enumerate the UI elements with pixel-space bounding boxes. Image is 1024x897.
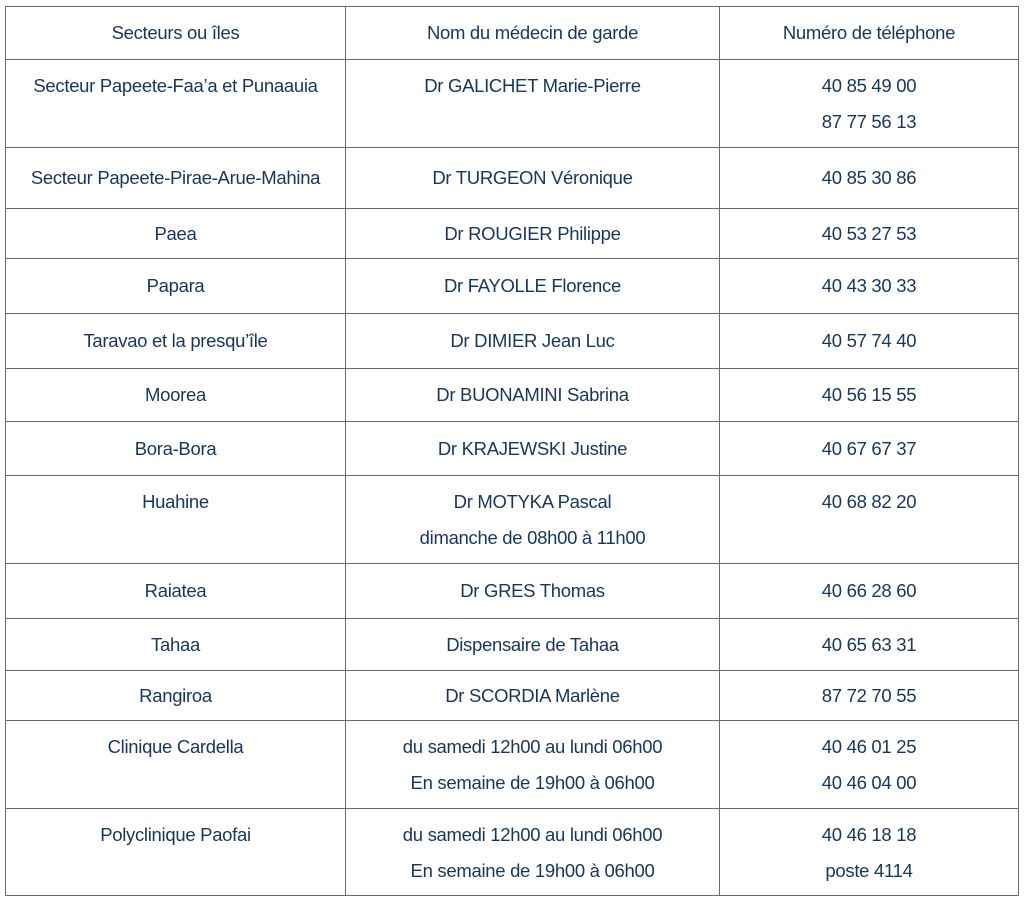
phone-cell xyxy=(720,314,1019,369)
sector-cell xyxy=(6,60,346,148)
phone-cell xyxy=(720,476,1019,564)
phone-cell xyxy=(720,564,1019,619)
phone-number: poste 4114 xyxy=(825,860,913,881)
doctor-name: du samedi 12h00 au lundi 06h00 xyxy=(402,736,663,757)
doctor-name: Dr TURGEON Véronique xyxy=(432,167,633,188)
phone-cell xyxy=(720,148,1019,209)
doctor-cell xyxy=(346,721,720,809)
doctor-cell xyxy=(346,564,720,619)
phone-cell xyxy=(720,721,1019,809)
phone-cell xyxy=(720,422,1019,476)
table-row xyxy=(6,809,1019,896)
sector-cell xyxy=(6,259,346,314)
doctor-name: Dr FAYOLLE Florence xyxy=(444,275,621,296)
phone-number: 40 46 01 25 xyxy=(821,736,917,757)
phone-number: 87 77 56 13 xyxy=(821,111,917,132)
doctor-schedule: En semaine de 19h00 à 06h00 xyxy=(410,860,655,881)
phone-number: 40 85 30 86 xyxy=(821,167,917,188)
sector-cell xyxy=(6,476,346,564)
table-row xyxy=(6,619,1019,671)
phone-number: 40 68 82 20 xyxy=(821,491,917,512)
phone-cell xyxy=(720,209,1019,259)
doctor-cell xyxy=(346,209,720,259)
phone-number: 40 57 74 40 xyxy=(821,330,917,351)
sector-cell xyxy=(6,671,346,721)
sector-cell xyxy=(6,619,346,671)
on-call-doctors-table xyxy=(5,6,1019,896)
table-row xyxy=(6,476,1019,564)
phone-cell xyxy=(720,671,1019,721)
sector-name: Papara xyxy=(146,275,205,296)
doctor-cell xyxy=(346,314,720,369)
table-row xyxy=(6,209,1019,259)
sector-name: Taravao et la presqu’île xyxy=(83,330,268,351)
sector-name: Huahine xyxy=(142,491,209,512)
table-row xyxy=(6,259,1019,314)
table-row xyxy=(6,148,1019,209)
sector-cell xyxy=(6,369,346,422)
sector-name: Moorea xyxy=(145,384,206,405)
table-row xyxy=(6,671,1019,721)
phone-cell xyxy=(720,369,1019,422)
doctor-schedule: En semaine de 19h00 à 06h00 xyxy=(410,772,655,793)
sector-name: Paea xyxy=(154,222,197,244)
sector-cell xyxy=(6,209,346,259)
sector-name: Raiatea xyxy=(144,580,207,601)
phone-number: 40 56 15 55 xyxy=(821,384,917,405)
doctor-name: Dr BUONAMINI Sabrina xyxy=(436,384,629,405)
phone-cell xyxy=(720,809,1019,896)
doctor-name: Dr GRES Thomas xyxy=(460,580,605,601)
sector-cell xyxy=(6,314,346,369)
header-sector: Secteurs ou îles xyxy=(6,7,346,60)
table-row xyxy=(6,721,1019,809)
doctor-name: Dr DIMIER Jean Luc xyxy=(450,330,615,351)
doctor-name: du samedi 12h00 au lundi 06h00 xyxy=(402,824,663,845)
phone-number: 40 65 63 31 xyxy=(821,633,917,655)
doctor-cell xyxy=(346,422,720,476)
sector-name: Clinique Cardella xyxy=(107,736,244,757)
phone-number: 40 46 18 18 xyxy=(821,824,917,845)
doctor-name: Dr SCORDIA Marlène xyxy=(445,684,620,706)
doctor-name: Dr KRAJEWSKI Justine xyxy=(437,437,628,459)
doctor-name: Dispensaire de Tahaa xyxy=(446,633,619,655)
sector-cell xyxy=(6,564,346,619)
phone-cell xyxy=(720,619,1019,671)
phone-number: 40 43 30 33 xyxy=(821,275,917,296)
sector-cell xyxy=(6,148,346,209)
phone-number: 87 72 70 55 xyxy=(821,684,917,706)
table-row xyxy=(6,564,1019,619)
sector-name: Secteur Papeete-Pirae-Arue-Mahina xyxy=(30,167,321,188)
phone-cell xyxy=(720,60,1019,148)
doctor-cell xyxy=(346,671,720,721)
sector-cell xyxy=(6,809,346,896)
header-phone: Numéro de téléphone xyxy=(720,7,1019,60)
table-row xyxy=(6,369,1019,422)
sector-name: Tahaa xyxy=(151,633,200,655)
sector-cell xyxy=(6,422,346,476)
phone-number: 40 53 27 53 xyxy=(821,222,917,244)
doctor-name: Dr GALICHET Marie-Pierre xyxy=(424,75,641,96)
doctor-schedule: dimanche de 08h00 à 11h00 xyxy=(419,527,646,548)
header-doctor: Nom du médecin de garde xyxy=(346,7,720,60)
sector-name: Polyclinique Paofai xyxy=(100,824,251,845)
phone-number: 40 85 49 00 xyxy=(821,75,917,96)
sector-name: Secteur Papeete-Faa’a et Punaauia xyxy=(33,75,318,96)
doctor-cell xyxy=(346,369,720,422)
doctor-name: Dr ROUGIER Philippe xyxy=(444,222,621,244)
table-row xyxy=(6,60,1019,148)
table-row xyxy=(6,422,1019,476)
sector-cell xyxy=(6,721,346,809)
doctor-cell xyxy=(346,809,720,896)
phone-cell xyxy=(720,259,1019,314)
phone-number: 40 66 28 60 xyxy=(821,580,917,601)
phone-number: 40 46 04 00 xyxy=(821,772,917,793)
sector-name: Bora-Bora xyxy=(134,437,217,459)
doctor-cell xyxy=(346,259,720,314)
doctor-name: Dr MOTYKA Pascal xyxy=(453,491,612,512)
table-body xyxy=(6,60,1019,896)
doctor-cell xyxy=(346,60,720,148)
doctor-cell xyxy=(346,619,720,671)
doctor-cell xyxy=(346,476,720,564)
sector-name: Rangiroa xyxy=(139,684,212,706)
table-header-row xyxy=(6,7,1019,60)
table-row xyxy=(6,314,1019,369)
phone-number: 40 67 67 37 xyxy=(821,437,917,459)
doctor-cell xyxy=(346,148,720,209)
